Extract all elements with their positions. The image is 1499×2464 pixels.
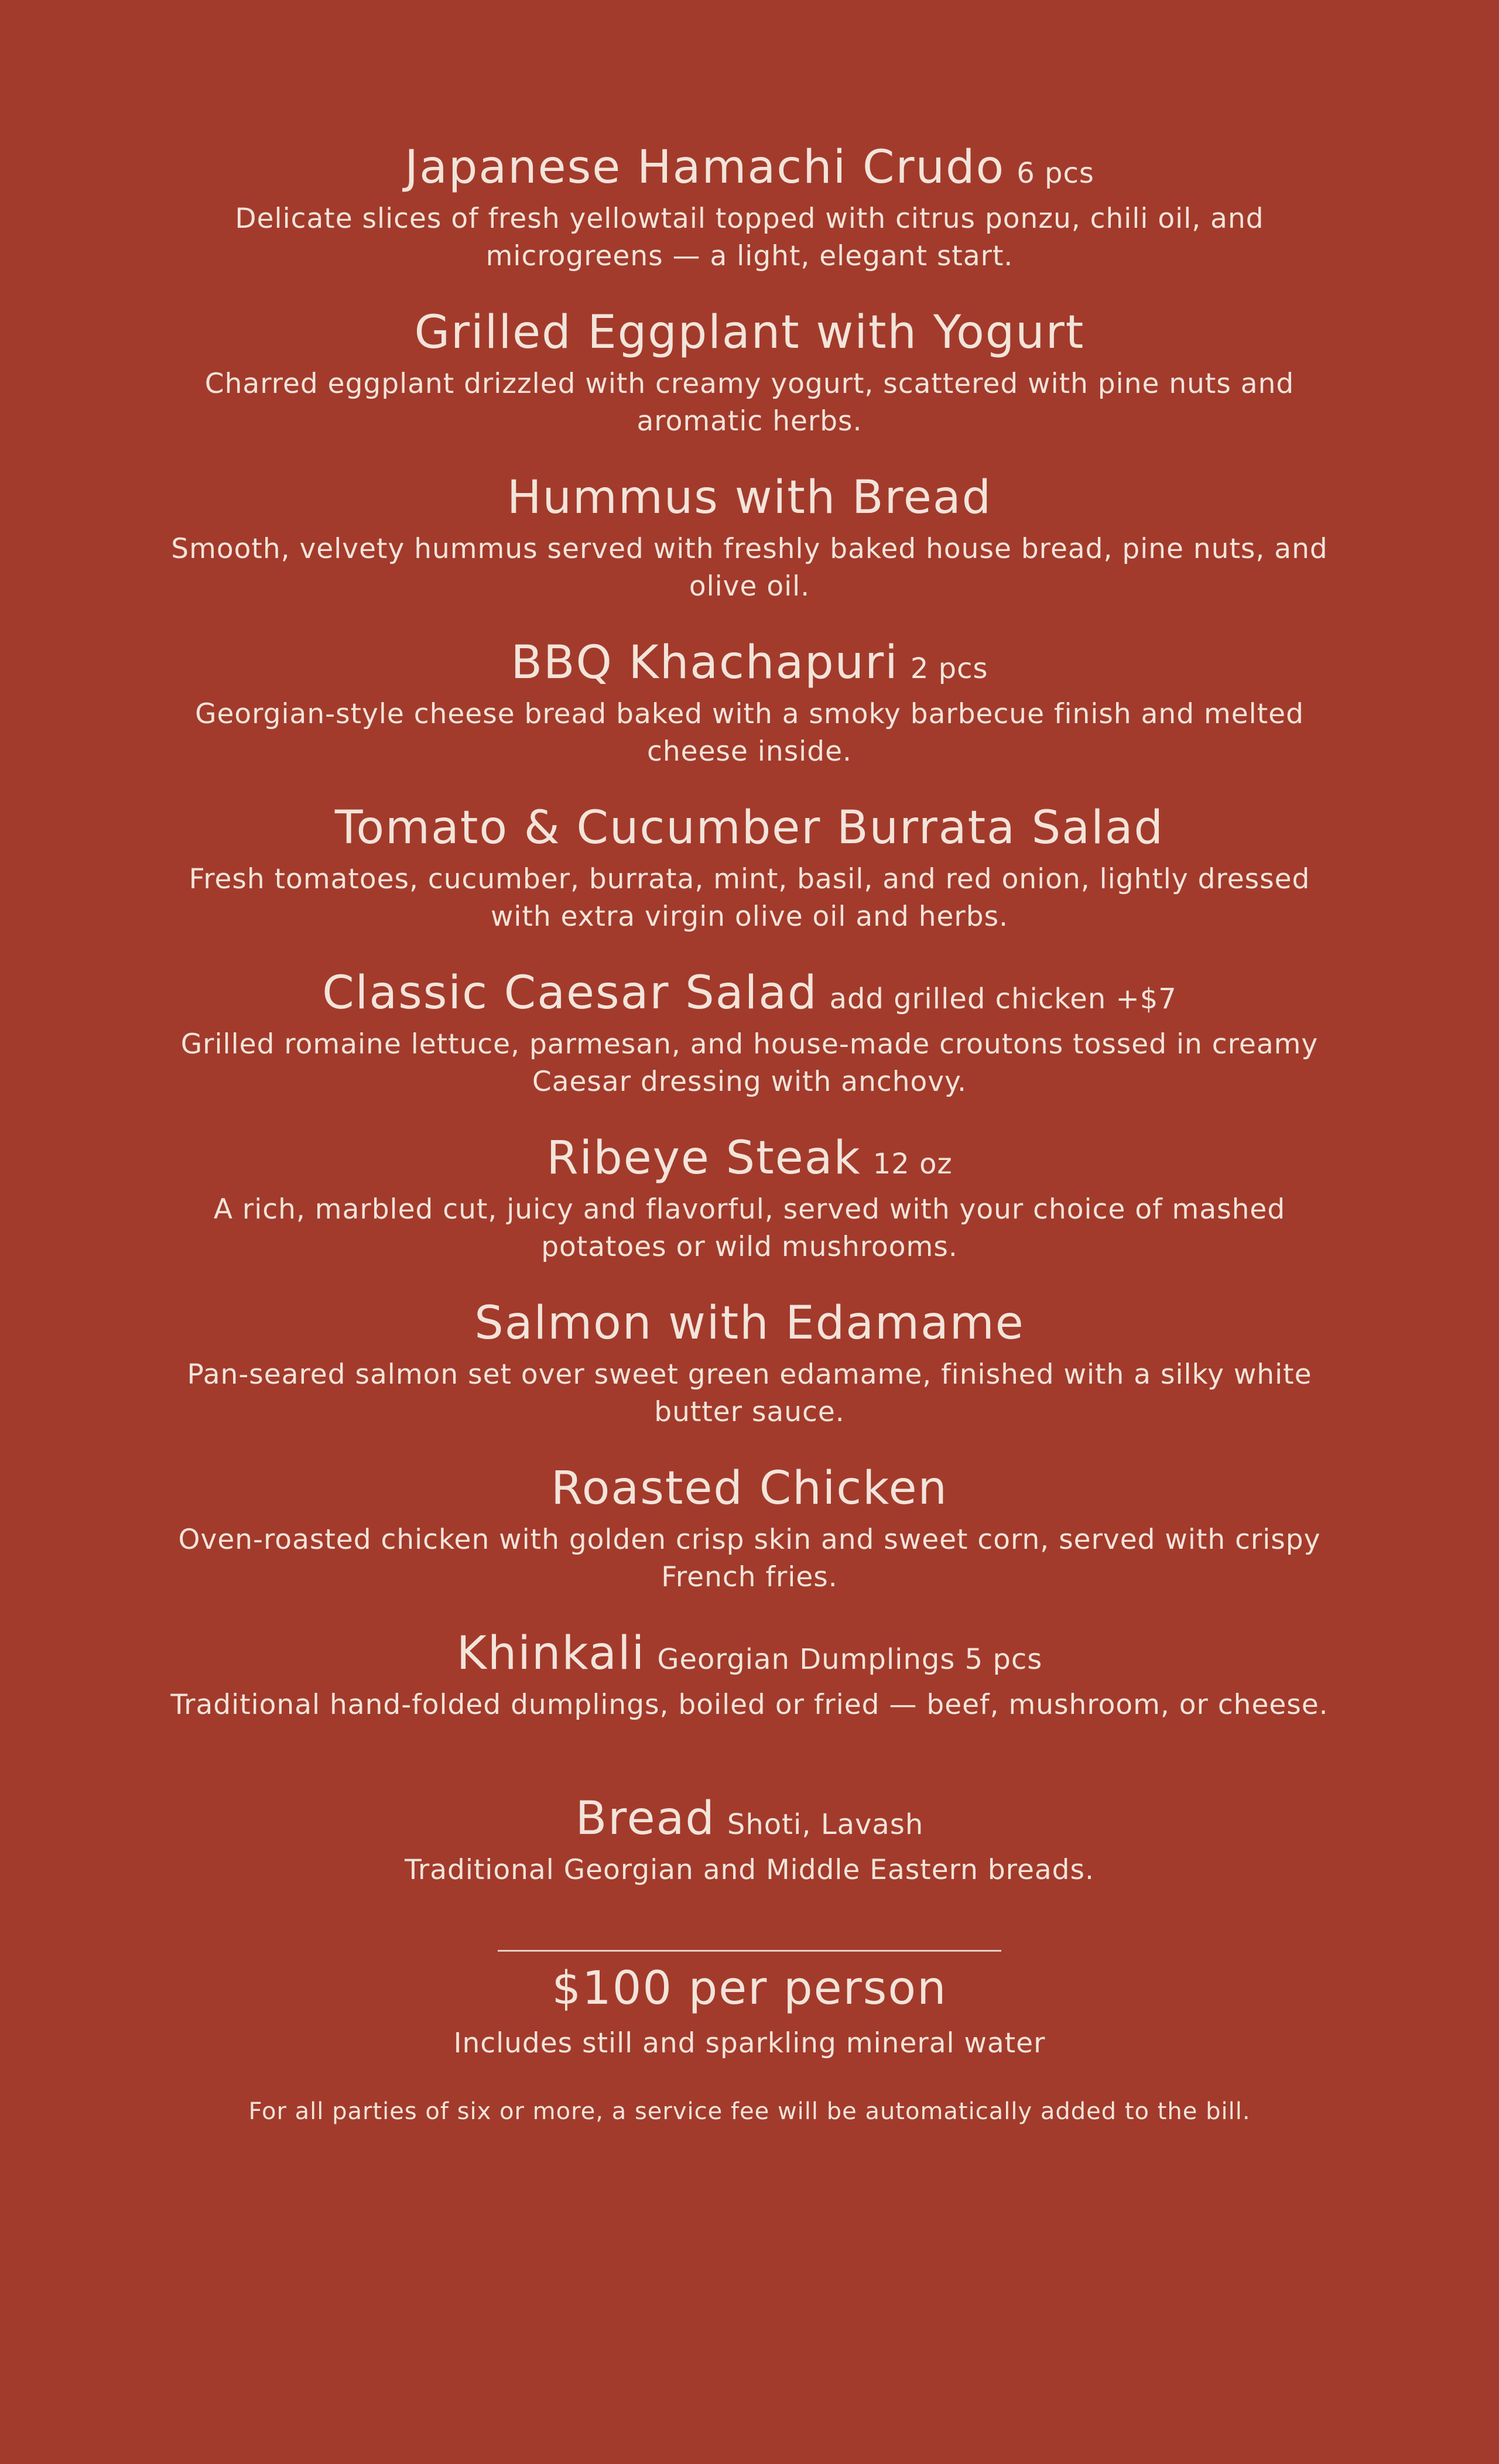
menu-item-description: Smooth, velvety hummus served with freshly baked house bread, pine nuts, and olive oil. (171, 533, 1328, 603)
menu-item-description: Pan-seared salmon set over sweet green edamame, finished with a silky white butter sauce. (187, 1358, 1312, 1428)
menu-item-description: Grilled romaine lettuce, parmesan, and house-made croutons tossed in creamy Caesar dressing with anchovy. (180, 1028, 1319, 1098)
menu-item-heading (0, 1125, 1499, 1191)
menu-item-title: Japanese Hamachi Crudo (405, 141, 1005, 194)
menu-item-heading (0, 135, 1499, 200)
menu-item-heading (0, 1786, 1499, 1852)
menu-item-description: Oven-roasted chicken with golden crisp skin and sweet corn, served with crispy French fries. (178, 1524, 1321, 1593)
menu-item-note: Georgian Dumplings 5 pcs (657, 1643, 1043, 1676)
menu-item-heading (0, 465, 1499, 531)
menu-item-heading (0, 630, 1499, 696)
menu-item-title: Hummus with Bread (506, 471, 993, 524)
menu-item-title: Roasted Chicken (551, 1462, 948, 1515)
menu-item-khinkali (0, 1621, 1499, 1724)
divider-line (498, 1950, 1001, 1952)
menu-item-hamachi-crudo (0, 135, 1499, 275)
menu-item-title: Classic Caesar Salad (322, 967, 818, 1019)
menu-item-description: Traditional hand-folded dumplings, boiled or fried — beef, mushroom, or cheese. (170, 1689, 1329, 1721)
menu-item-description: Delicate slices of fresh yellowtail topped with citrus ponzu, chili oil, and microgreens — a light, elegant start. (235, 203, 1264, 272)
menu-item-heading (0, 1456, 1499, 1521)
menu-item-heading (0, 960, 1499, 1026)
menu-item-note: 2 pcs (910, 652, 988, 685)
menu-item-heading (0, 300, 1499, 365)
menu-item-bread (0, 1786, 1499, 1889)
menu-item-description: Fresh tomatoes, cucumber, burrata, mint, basil, and red onion, lightly dressed with extra virgin olive oil and herbs. (189, 863, 1310, 933)
menu-item-roasted-chicken (0, 1456, 1499, 1596)
menu-item-note: add grilled chicken +$7 (829, 983, 1177, 1015)
menu-item-title: Tomato & Cucumber Burrata Salad (334, 802, 1165, 854)
menu-item-title: Ribeye Steak (546, 1132, 861, 1185)
menu-item-heading (0, 1291, 1499, 1356)
menu-item-heading (0, 795, 1499, 861)
price-per-person: $100 per person (552, 1962, 947, 2015)
menu-item-note: 12 oz (872, 1148, 953, 1180)
menu-item-salmon (0, 1291, 1499, 1431)
menu-item-note: Shoti, Lavash (727, 1808, 924, 1841)
menu-item-description: Traditional Georgian and Middle Eastern breads. (405, 1854, 1094, 1886)
service-fee-note: For all parties of six or more, a service fee will be automatically added to the bill. (248, 2098, 1251, 2125)
menu-item-description: Georgian-style cheese bread baked with a smoky barbecue finish and melted cheese inside. (195, 698, 1304, 768)
menu-item-hummus (0, 465, 1499, 605)
menu-item-burrata-salad (0, 795, 1499, 936)
menu-item-description: Charred eggplant drizzled with creamy yogurt, scattered with pine nuts and aromatic herbs. (204, 368, 1295, 437)
menu-item-title: Salmon with Edamame (474, 1297, 1025, 1350)
menu-item-note: 6 pcs (1017, 157, 1094, 190)
menu-item-title: Bread (575, 1792, 716, 1845)
menu-item-bbq-khachapuri (0, 630, 1499, 771)
menu-item-ribeye-steak (0, 1125, 1499, 1266)
menu-item-title: Grilled Eggplant with Yogurt (414, 306, 1085, 359)
price-includes-note: Includes still and sparkling mineral water (453, 2027, 1046, 2059)
menu-item-heading (0, 1621, 1499, 1686)
menu-item-description: A rich, marbled cut, juicy and flavorful, served with your choice of mashed potatoes or wild mushrooms. (213, 1193, 1286, 1263)
menu-item-caesar-salad (0, 960, 1499, 1101)
menu-item-title: Khinkali (456, 1627, 646, 1680)
menu-item-grilled-eggplant (0, 300, 1499, 440)
menu-item-title: BBQ Khachapuri (511, 636, 899, 689)
